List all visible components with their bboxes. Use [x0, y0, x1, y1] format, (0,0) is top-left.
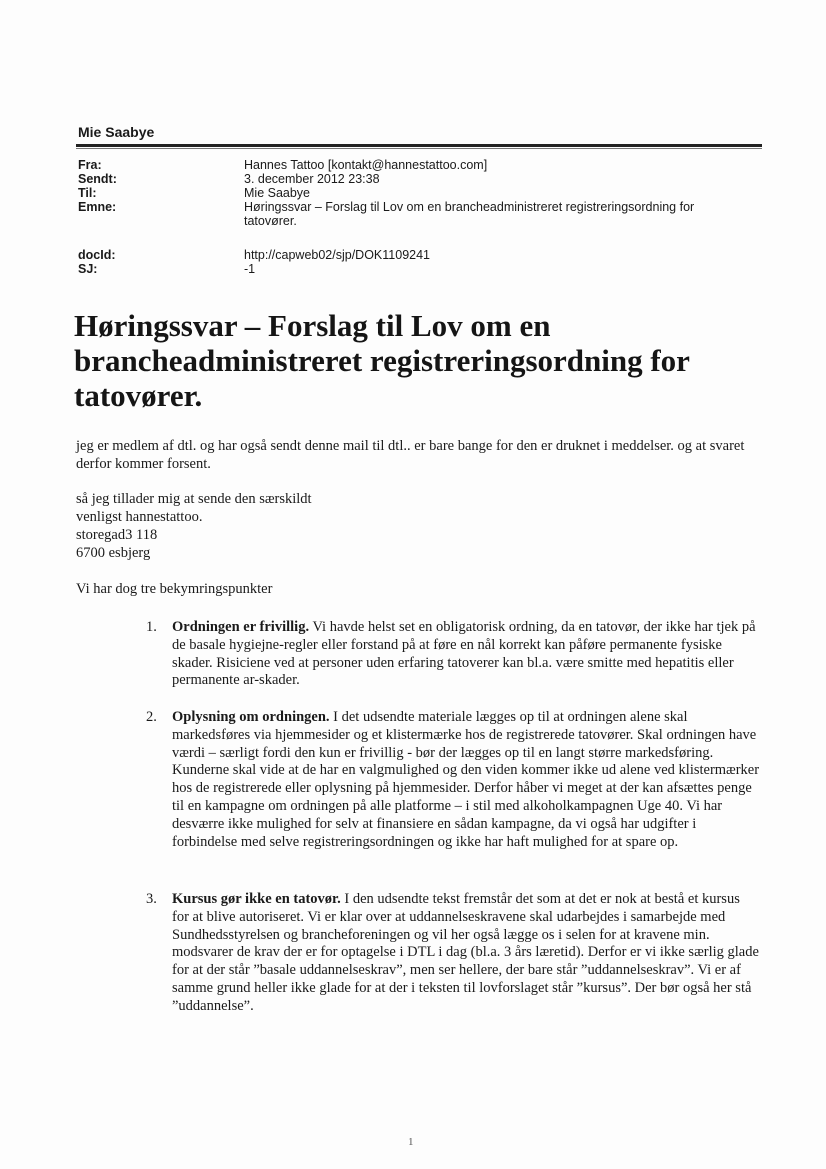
document-title: Høringssvar – Forslag til Lov om en brancheadministreret registreringsordning for tatovører. — [74, 308, 690, 413]
field-value: Mie Saabye — [244, 186, 311, 200]
point-heading: Oplysning om ordningen. — [172, 709, 330, 725]
field-label: SJ: — [78, 262, 98, 276]
point-body: I det udsendte materiale lægges op til at ordningen alene skal markedsføres via hjemmesider og et klistermærke hos de registrerede tatovører. Skal ordningen have værdi – særligt fordi den kun er frivillig - bør der lægges op til en langt større markedsføring. Kunderne skal vide at de har en valgmulighed og den viden kommer ikke ud alene ved klistermærker hos de registrerede eller oplysning på hjemmesider. Derfor håber vi meget at der kan afsættes penge til en kampagne om ordningen på alle platforme – i stil med alkoholkampagnen Uge 40. Vi har desværre ikke mulighed for selv at finansiere en sådan kampagne, da vi også har udgifter i forbindelse med selve registreringsordningen og ikke har haft mulighed for at spare op. — [172, 709, 760, 850]
field-label: Fra: — [78, 158, 102, 172]
signature-line: storegad3 118 — [76, 527, 158, 543]
point-text — [172, 891, 760, 1016]
header-rule — [76, 144, 762, 147]
header-rule-thin — [76, 148, 762, 149]
field-label: docId: — [78, 248, 116, 262]
field-value: -1 — [244, 262, 256, 276]
concerns-intro: Vi har dog tre bekymringspunkter — [76, 581, 273, 597]
point-number: 2. — [146, 709, 157, 725]
point-text — [172, 709, 760, 851]
signature-line: venligst hannestattoo. — [76, 509, 203, 525]
point-text — [172, 619, 760, 690]
field-value: Hannes Tattoo [kontakt@hannestattoo.com] — [244, 158, 488, 172]
point-heading: Ordningen er frivillig. — [172, 619, 310, 635]
point-number: 1. — [146, 619, 157, 635]
signature-line: så jeg tillader mig at sende den særskildt — [76, 491, 312, 507]
point-body: Vi havde helst set en obligatorisk ordning, da en tatovør, der ikke har tjek på de basale hygiejne-regler eller forstand på at føre en nål korrekt kan påføre permanente fysiske skader. Risiciene ved at personer uden erfaring tatoverer kan bl.a. være smitte med hepatitis eller permanente ar-skader. — [172, 619, 756, 689]
field-value: http://capweb02/sjp/DOK1109241 — [244, 248, 431, 262]
field-value: 3. december 2012 23:38 — [244, 172, 380, 186]
point-heading: Kursus gør ikke en tatovør. — [172, 891, 341, 907]
intro-paragraph: jeg er medlem af dtl. og har også sendt denne mail til dtl.. er bare bange for den er druknet i meddelser. og at svaret derfor kommer forsent. — [76, 438, 745, 472]
field-label: Sendt: — [78, 172, 117, 186]
point-body: I den udsendte tekst fremstår det som at det er nok at bestå et kursus for at blive autoriseret. Vi er klar over at uddannelseskravene skal udarbejdes i samarbejde med Sundhedsstyrelsen og brancheforeningen og vil her også lægge os i selen for at kravene min. modsvarer de krav der er for optagelse i DTL i dag (bl.a. 3 års læretid). Derfor er vi ikke særlig glade for at der står ”basale uddannelseskrav”, men ser hellere, der bare står ”uddannelseskrav”. Vi er af samme grund heller ikke glade for at der i teksten til lovforslaget står ”kursus”. Der bør også her stå ”uddannelse”. — [172, 891, 759, 1014]
page-number: 1 — [408, 1136, 414, 1148]
field-value: Høringssvar – Forslag til Lov om en brancheadministreret registreringsordning for tatovører. — [244, 200, 695, 228]
signature-line: 6700 esbjerg — [76, 545, 151, 561]
point-number: 3. — [146, 891, 157, 907]
field-label: Til: — [78, 186, 97, 200]
sender-name: Mie Saabye — [78, 124, 155, 140]
field-label: Emne: — [78, 200, 117, 214]
